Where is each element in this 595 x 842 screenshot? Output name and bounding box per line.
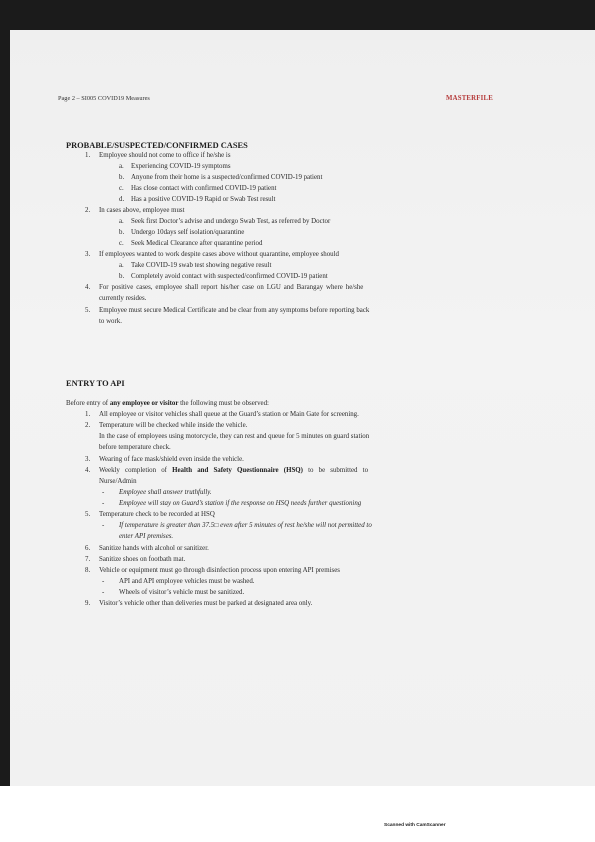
item-number: 2. [85,422,91,429]
section-title-entry: ENTRY TO API [66,379,125,388]
list-item [99,468,368,475]
sub-item: Take COVID-19 swab test showing negative result [131,262,272,269]
hsq-text-pre: Weekly completion of [99,467,173,474]
sub-bullet: API and API employee vehicles must be washed. [119,578,255,585]
bullet-dash: - [102,500,105,507]
scan-margin-bottom [0,786,595,842]
item-number: 1. [85,411,91,418]
sub-item-letter: b. [119,174,125,181]
sub-item: Has a positive COVID-19 Rapid or Swab Test result [131,196,276,203]
scanner-watermark: Scanned with CamScanner [384,823,446,828]
item-number: 2. [85,207,91,214]
item-number: 5. [85,511,91,518]
list-item: Employee should not come to office if he/she is [99,152,231,159]
item-number: 9. [85,600,91,607]
sub-item: Completely avoid contact with suspected/confirmed COVID-19 patient [131,273,328,280]
sub-item: Undergo 10days self isolation/quarantine [131,229,245,236]
item-number: 3. [85,251,91,258]
sub-item: Experiencing COVID-19 symptoms [131,163,231,170]
list-item: Visitor’s vehicle other than deliveries must be parked at designated area only. [99,600,313,607]
item-number: 7. [85,556,91,563]
list-item-continuation: Nurse/Admin [99,478,137,485]
intro-text-bold: any employee or visitor [109,400,179,407]
sub-item-letter: b. [119,229,125,236]
item-number: 5. [85,307,91,314]
sub-item-letter: a. [119,218,124,225]
list-item: For positive cases, employee shall report his/her case on LGU and Barangay where he/she [99,284,364,291]
item-number: 3. [85,456,91,463]
list-item-continuation: In the case of employees using motorcycle, they can rest and queue for 5 minutes on guard station [99,433,370,440]
list-item: Sanitize shoes on footbath mat. [99,556,186,563]
sub-item-letter: b. [119,273,125,280]
item-number: 4. [85,284,91,291]
list-item-continuation: currently resides. [99,295,147,302]
list-item: Vehicle or equipment must go through disinfection process upon entering API premises [99,567,340,574]
bullet-dash: - [102,489,105,496]
sub-item: Seek Medical Clearance after quarantine period [131,240,263,247]
item-number: 6. [85,545,91,552]
list-item: Wearing of face mask/shield even inside the vehicle. [99,456,244,463]
item-number: 4. [85,467,91,474]
sub-bullet-continuation: enter API premises. [119,533,174,540]
sub-bullet: Wheels of visitor’s vehicle must be sanitized. [119,589,245,596]
section-intro [66,401,269,408]
section-title-cases: PROBABLE/SUSPECTED/CONFIRMED CASES [66,141,248,150]
list-item-continuation: to work. [99,318,122,325]
list-item: Employee must secure Medical Certificate and be clear from any symptoms before reporting back [99,307,370,314]
list-item: All employee or visitor vehicles shall queue at the Guard’s station or Main Gate for screening. [99,411,359,418]
sub-item-letter: d. [119,196,125,203]
sub-item-letter: a. [119,262,124,269]
scan-edge-top [0,0,595,30]
list-item: Sanitize hands with alcohol or sanitizer. [99,545,209,552]
sub-item-letter: c. [119,185,124,192]
item-number: 1. [85,152,91,159]
item-number: 8. [85,567,91,574]
sub-bullet-italic: Employee shall answer truthfully. [119,489,212,496]
intro-text-post: the following must be observed: [178,400,269,407]
list-item: In cases above, employee must [99,207,185,214]
sub-item-letter: c. [119,240,124,247]
list-item: Temperature check to be recorded at HSQ [99,511,215,518]
list-item: Temperature will be checked while inside the vehicle. [99,422,248,429]
hsq-text-bold: Health and Safety Questionnaire (HSQ) [172,467,303,474]
intro-text-pre: Before entry of [66,400,110,407]
sub-bullet-italic: Employee will stay on Guard’s station if the response on HSQ needs further questioning [119,500,362,507]
bullet-dash: - [102,522,105,529]
sub-bullet-italic: If temperature is greater than 37.5□ even after 5 minutes of rest he/she will not permitted to [119,522,372,529]
bullet-dash: - [102,589,105,596]
hsq-text-post: to be submitted to [302,467,369,474]
page-header-label: Page 2 – SI005 COVID19 Measures [58,95,150,102]
sub-item: Seek first Doctor’s advise and undergo Swab Test, as referred by Doctor [131,218,331,225]
bullet-dash: - [102,578,105,585]
scan-edge-left [0,0,10,790]
masterfile-stamp: MASTERFILE [446,95,493,102]
sub-item-letter: a. [119,163,124,170]
sub-item: Has close contact with confirmed COVID-19 patient [131,185,277,192]
sub-item: Anyone from their home is a suspected/confirmed COVID-19 patient [131,174,323,181]
list-item: If employees wanted to work despite cases above without quarantine, employee should [99,251,339,258]
list-item-continuation: before temperature check. [99,444,171,451]
